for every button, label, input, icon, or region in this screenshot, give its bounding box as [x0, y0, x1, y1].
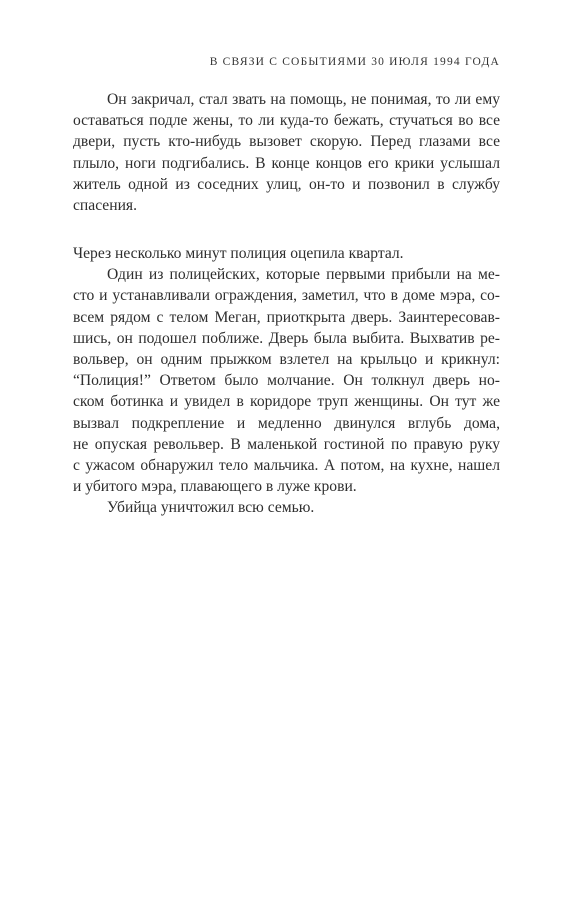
text-line: Один из полицейских, которые первыми прибыли на ме-: [107, 266, 500, 284]
text-line: с ужасом обнаружил тело мальчика. А потом, на кухне, нашел: [73, 456, 500, 474]
text-line: и убитого мэра, плавающего в луже крови.: [73, 478, 357, 496]
text-line: Он закричал, стал звать на помощь, не понимая, то ли ему: [107, 91, 500, 108]
text-block-1: [73, 89, 500, 216]
text-line: Через несколько минут полиция оцепила квартал.: [73, 245, 404, 262]
text-line: “Полиция!” Ответом было молчание. Он толкнул дверь но-: [73, 372, 500, 390]
text-line: вольвер, он одним прыжком взлетел на крыльцо и крикнул:: [73, 350, 500, 368]
text-line: оставаться подле жены, то ли куда-то бежать, стучаться во все: [73, 112, 500, 130]
text-block-2: [73, 243, 500, 518]
text-line: ском ботинка и увидел в коридоре труп женщины. Он тут же: [73, 393, 500, 411]
text-line: плыло, ноги подгибались. В конце концов его крики услышал: [73, 154, 500, 172]
text-line: спасения.: [73, 196, 137, 214]
text-line: Убийца уничтожил всю семью.: [107, 499, 315, 517]
text-line: всем рядом с телом Меган, приоткрыта дверь. Заинтересовав-: [73, 308, 500, 326]
running-head: В СВЯЗИ С СОБЫТИЯМИ 30 ИЮЛЯ 1994 ГОДА: [209, 56, 500, 68]
text-line: вызвал подкрепление и медленно двинулся вглубь дома,: [73, 414, 500, 432]
text-line: двери, пусть кто-нибудь вызовет скорую. Перед глазами все: [73, 133, 500, 151]
text-line: шись, он подошел поближе. Дверь была выбита. Выхватив ре-: [73, 329, 500, 347]
text-line: не опуская револьвер. В маленькой гостиной по правую руку: [73, 435, 500, 453]
text-line: житель одной из соседних улиц, он-то и позвонил в службу: [73, 175, 500, 193]
text-line: сто и устанавливали ограждения, заметил, что в доме мэра, со-: [73, 287, 500, 305]
